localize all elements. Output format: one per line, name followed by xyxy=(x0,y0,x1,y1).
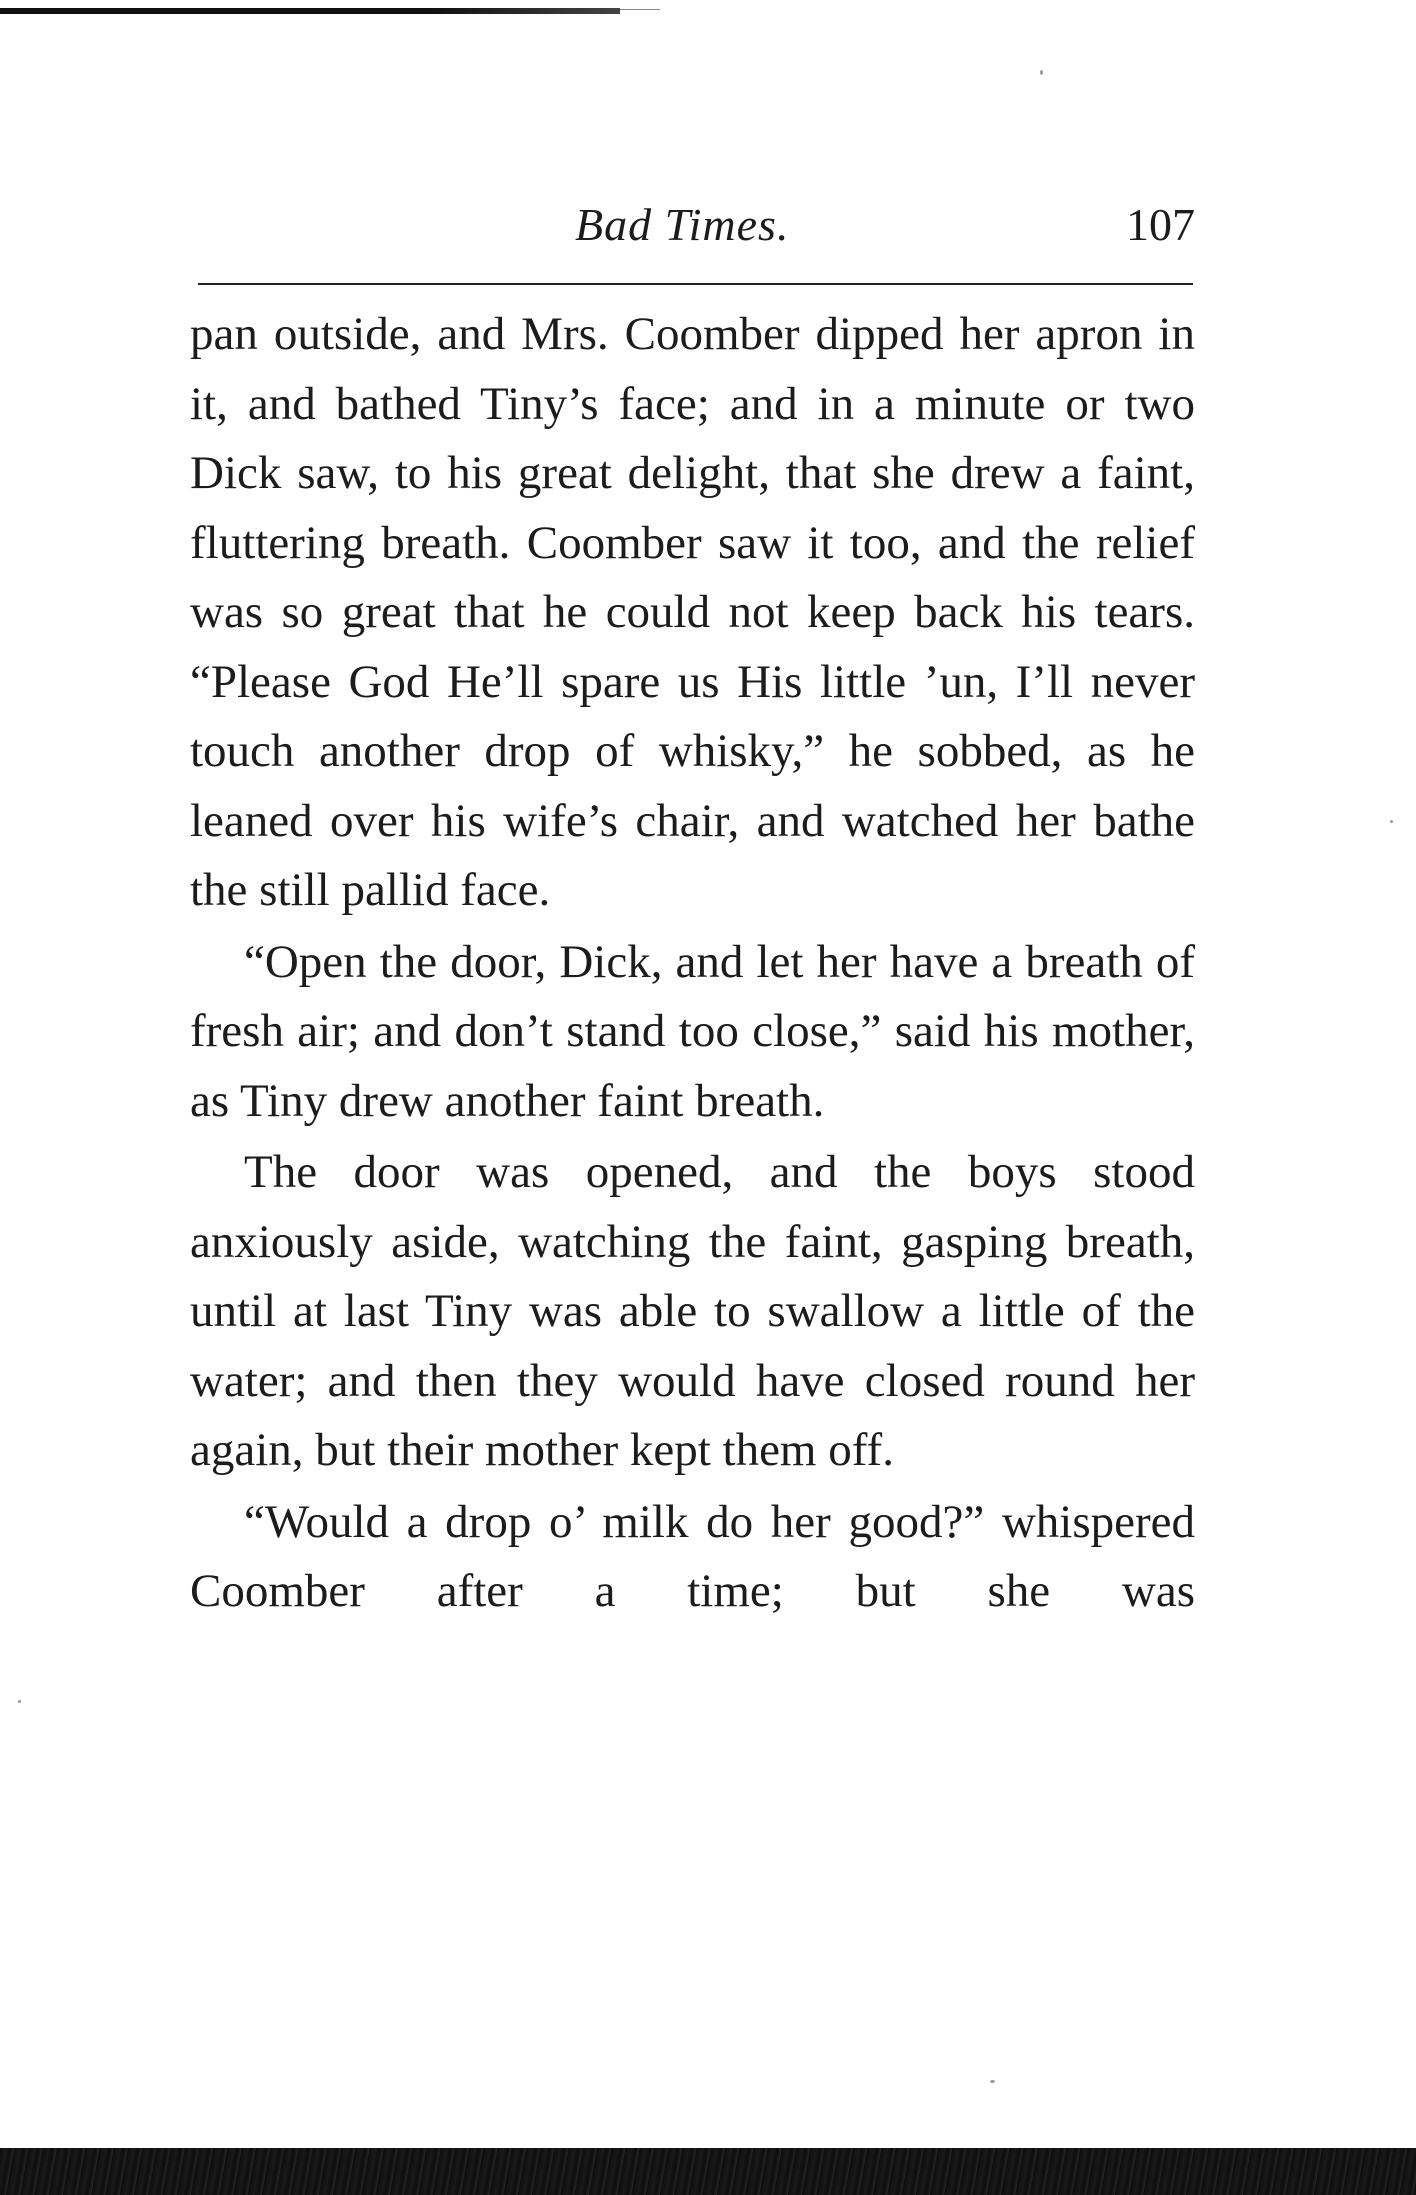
paper-speck xyxy=(1390,820,1393,823)
paragraph-1: pan outside, and Mrs. Coomber dipped her apron in it, and bathed Tiny’s face; and in a minute or two Dick saw, to his great delight, that she drew a faint, fluttering breath. Coomber saw it too, and the relief was so great that he could not keep back his tears. “Please God He’ll spare us His little ’un, I’ll never touch another drop of whisky,” he sobbed, as he leaned over his wife’s chair, and watched her bathe the still pallid face. xyxy=(190,308,1195,916)
paper-speck xyxy=(990,2080,995,2083)
top-edge-rule xyxy=(0,8,620,14)
bottom-scan-band xyxy=(0,2148,1416,2195)
header-rule xyxy=(198,283,1193,285)
paper-speck xyxy=(18,1700,21,1703)
top-edge-rule-tail xyxy=(620,9,660,10)
paragraph-2: “Open the door, Dick, and let her have a breath of fresh air; and don’t stand too close,” said his mother, as Tiny drew another faint breath. xyxy=(190,935,1195,1127)
paper-speck xyxy=(1040,70,1043,75)
running-title: Bad Times. xyxy=(575,199,790,250)
paragraph-4: “Would a drop o’ milk do her good?” whispered Coomber after a time; but she was xyxy=(190,1495,1195,1617)
body-text xyxy=(190,300,1195,1629)
running-head xyxy=(190,195,1195,255)
paragraph-3: The door was opened, and the boys stood anxiously aside, watching the faint, gasping breath, until at last Tiny was able to swallow a little of the water; and then they would have closed round her again, but their mother kept them off. xyxy=(190,1146,1195,1476)
page-number: 107 xyxy=(1126,199,1195,250)
